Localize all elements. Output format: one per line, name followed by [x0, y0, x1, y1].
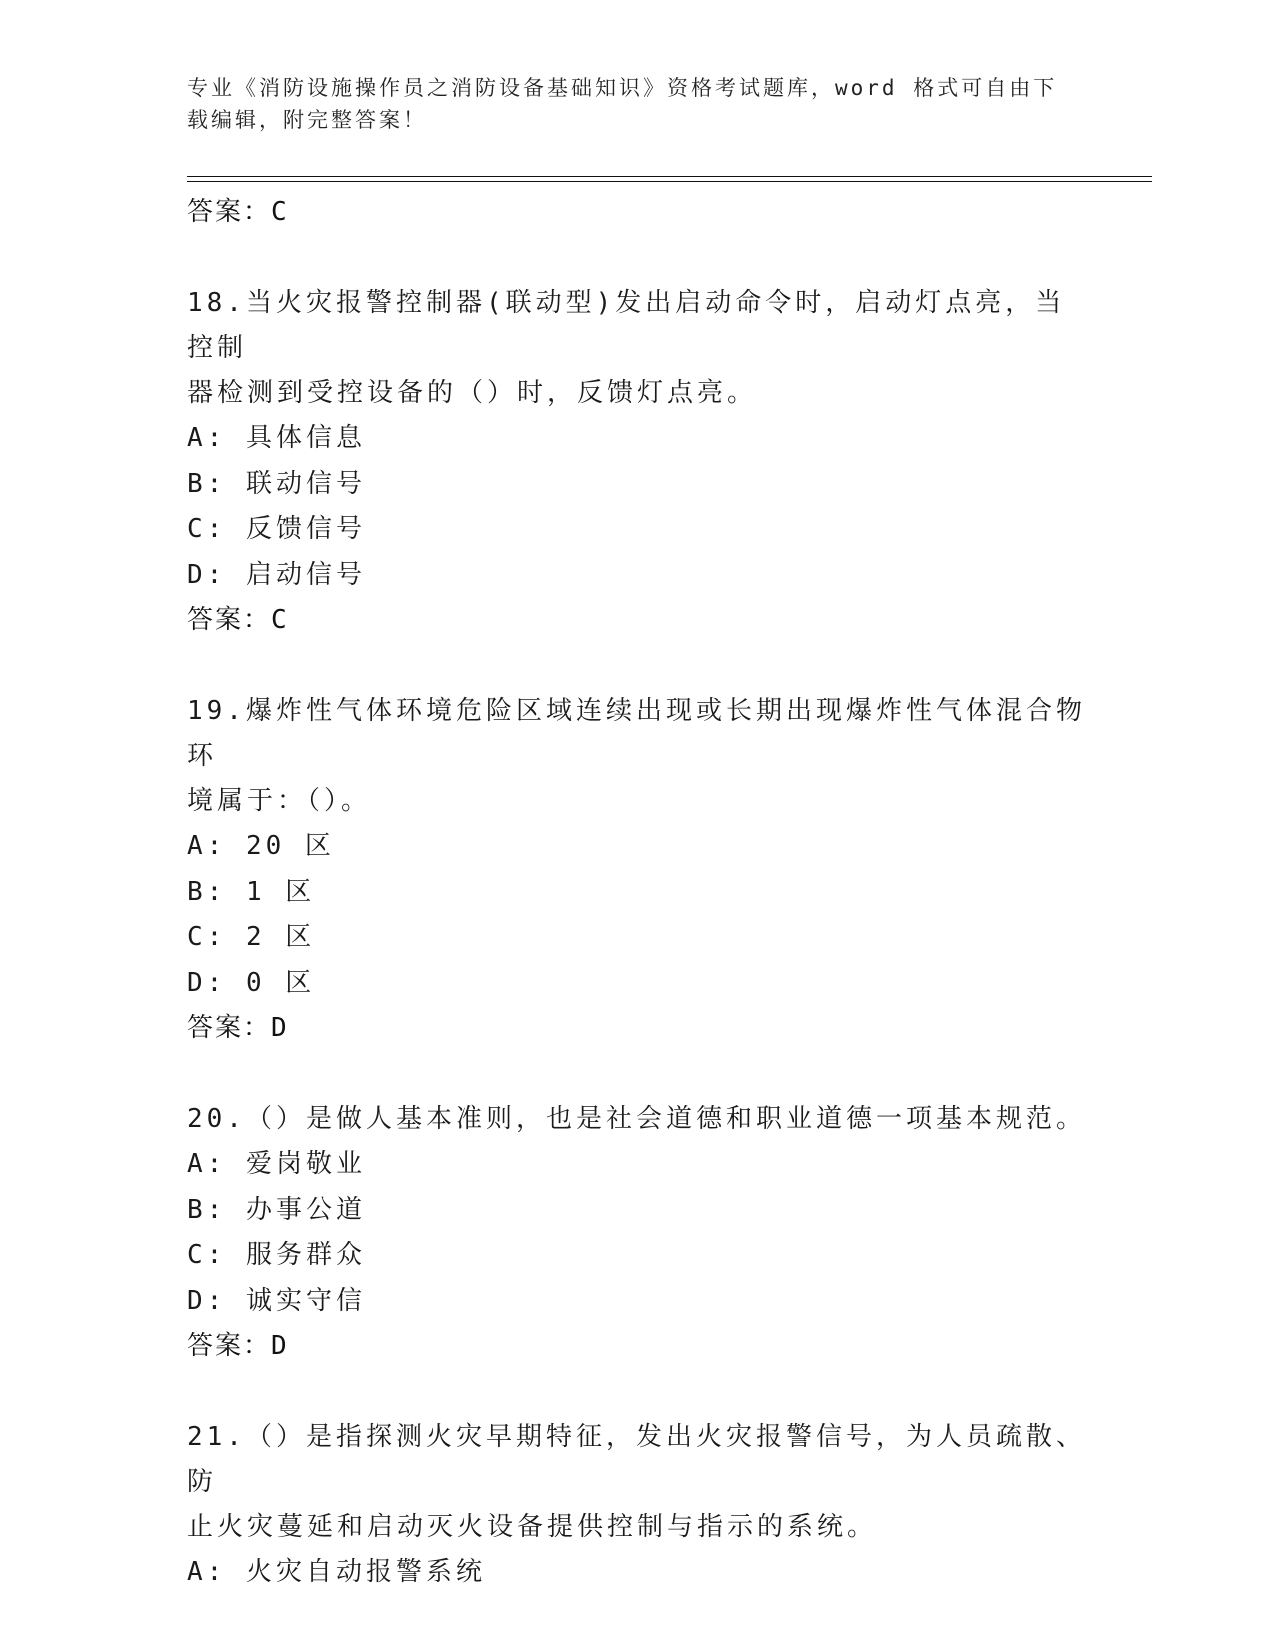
question-stem-cont: 境属于：（）。 [187, 786, 372, 816]
question-stem: 21.（）是指探测火灾早期特征，发出火灾报警信号，为人员疏散、防 [187, 1422, 1086, 1497]
option-c: C: 2 区 [187, 922, 316, 952]
question-stem: 20.（）是做人基本准则，也是社会道德和职业道德一项基本规范。 [187, 1104, 1086, 1134]
option-a: A: 爱岗敬业 [187, 1149, 366, 1179]
question-20 [187, 1097, 1087, 1368]
option-d: D: 启动信号 [187, 559, 366, 590]
option-c: C: 反馈信号 [187, 514, 366, 544]
answer-19: 答案：D [187, 1013, 289, 1043]
question-19 [187, 689, 1087, 1050]
question-21 [187, 1415, 1087, 1596]
header-line-2: 载编辑，附完整答案！ [187, 108, 427, 132]
option-c: C: 服务群众 [187, 1240, 366, 1270]
option-d: D: 诚实守信 [187, 1285, 366, 1316]
question-stem: 18.当火灾报警控制器(联动型)发出启动命令时，启动灯点亮，当控制 [187, 288, 1066, 363]
header-divider-top [187, 176, 1152, 177]
header-divider-bottom [187, 181, 1152, 182]
question-stem-cont: 止火灾蔓延和启动灭火设备提供控制与指示的系统。 [187, 1512, 878, 1542]
option-b: B: 办事公道 [187, 1194, 366, 1225]
question-list [187, 190, 1087, 1596]
option-d: D: 0 区 [187, 967, 316, 998]
answer-18: 答案：C [187, 605, 289, 635]
answer-20: 答案：D [187, 1331, 289, 1361]
page-header [187, 72, 1067, 136]
header-line-1: 专业《消防设施操作员之消防设备基础知识》资格考试题库，word 格式可自由下 [187, 76, 1058, 100]
option-b: B: 1 区 [187, 876, 316, 907]
question-stem: 19.爆炸性气体环境危险区域连续出现或长期出现爆炸性气体混合物环 [187, 696, 1086, 771]
option-a: A: 具体信息 [187, 423, 366, 453]
option-a: A: 20 区 [187, 831, 335, 861]
question-stem-cont: 器检测到受控设备的（）时，反馈灯点亮。 [187, 378, 758, 408]
option-b: B: 联动信号 [187, 468, 366, 499]
answer-17: 答案：C [187, 197, 289, 227]
option-a: A: 火灾自动报警系统 [187, 1557, 486, 1587]
question-18 [187, 281, 1087, 642]
